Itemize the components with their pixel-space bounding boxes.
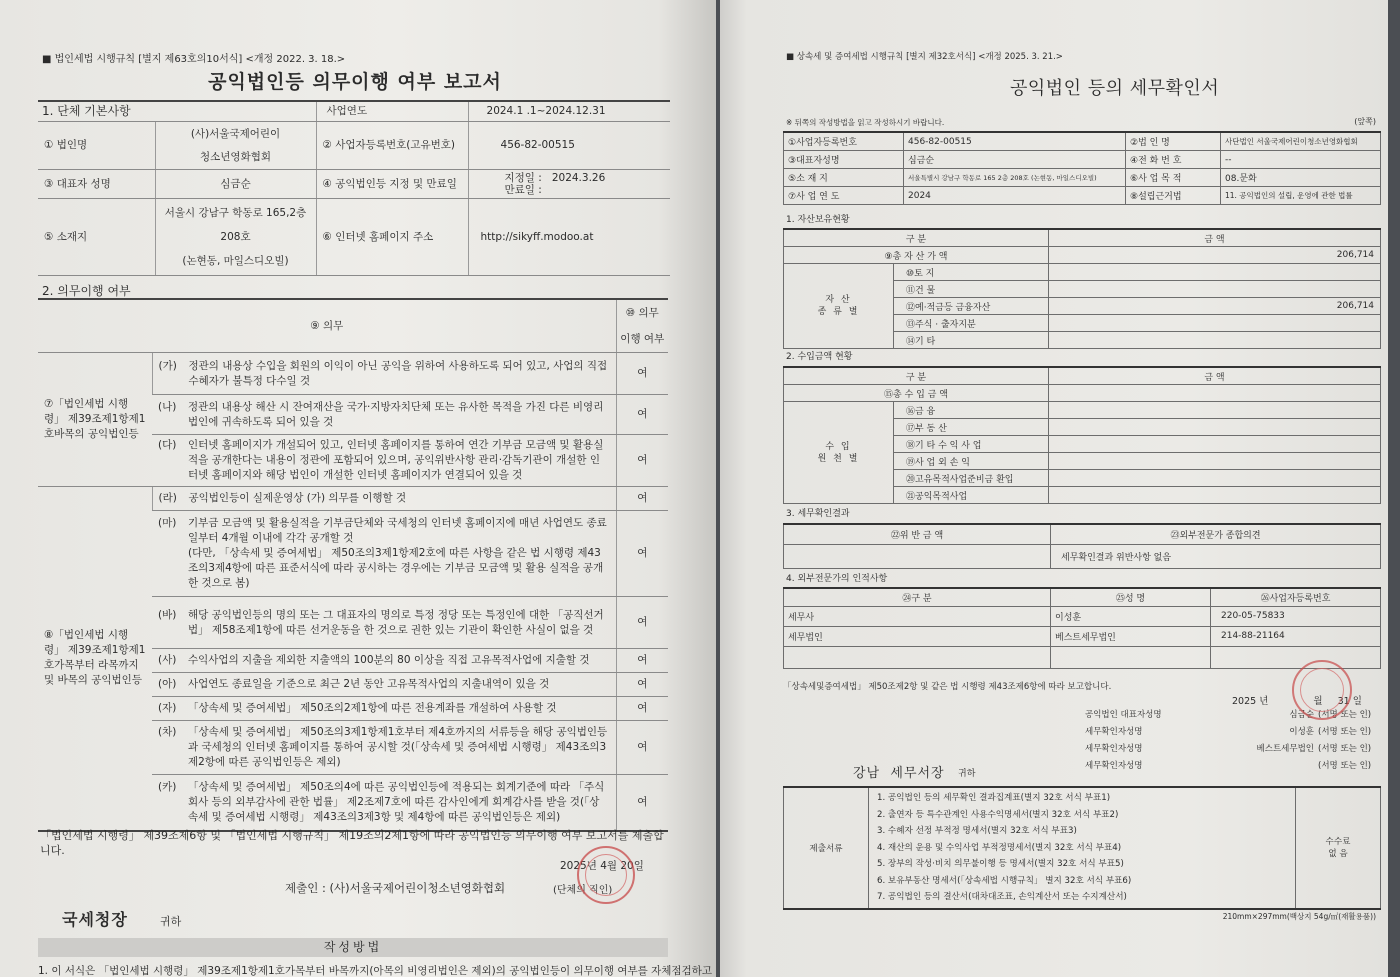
duty-status: 여 xyxy=(616,775,668,831)
duty-compliance-table xyxy=(38,298,668,832)
income-item-amount xyxy=(1049,419,1381,436)
asset-item-amount xyxy=(1049,315,1381,332)
addressee: 강남 세무서장 xyxy=(853,766,945,781)
seal-note: (단체의 직인) xyxy=(553,885,613,896)
signature-row xyxy=(1085,759,1380,771)
instruction-note: ※ 뒤쪽의 작성방법을 읽고 작성하시기 바랍니다. xyxy=(786,118,945,127)
asset-item-label: ⑬주식 · 출자지분 xyxy=(894,315,1049,332)
expert-name: 이성훈 xyxy=(1051,606,1211,626)
signature-note: (서명 또는 인) xyxy=(1318,761,1372,771)
duty-status: 여 xyxy=(616,487,668,511)
address-line: 서울시 강남구 학동로 165,2층 xyxy=(164,207,307,219)
duty-status: 여 xyxy=(616,697,668,721)
document-item: 6. 보유부동산 명세서(「상속세법 시행규칙」 별지 32호 서식 부표6) xyxy=(877,875,1132,886)
status-header xyxy=(616,299,668,353)
form-header: ■ 상속세 및 증여세법 시행규칙 [별지 제32호서식] <개정 2025. 3. 21.> xyxy=(786,52,1063,62)
organization-info-table xyxy=(783,131,1381,205)
report-statement: 「상속세및증여세법」 제50조제2항 및 같은 법 시행령 제43조제6항에 따라 보고합니다. xyxy=(783,682,1112,692)
instructions-line: 1. 이 서식은 「법인세법 시행령」 제39조제1항제1호가목부터 바목까지(아목의 비영리법인은 제외)의 공익법인등이 의무이행 여부를 자체점검하고 xyxy=(38,965,712,977)
rep-value: 심금순 xyxy=(904,151,1126,169)
group-label-line: 수 입 xyxy=(825,441,852,452)
duty-status: 여 xyxy=(616,511,668,597)
column-header: ㉕성 명 xyxy=(1051,588,1211,606)
signature-label: 공익법인 대표자성명 xyxy=(1085,710,1162,720)
paper-spec: 210mm×297mm(백상지 54g/㎡(재활용품)) xyxy=(1222,912,1376,921)
opinion-text: 세무확인결과 위반사항 없음 xyxy=(1051,544,1381,568)
duty-mark: (다) xyxy=(158,439,177,451)
fiscal-year-label: 사업연도 xyxy=(316,101,468,122)
column-header: ㉖사업자등록번호 xyxy=(1211,588,1381,606)
income-item-label: ⑯금 융 xyxy=(894,402,1049,419)
expert-biz-no: 214-88-21164 xyxy=(1211,626,1381,646)
document-item: 4. 재산의 운용 및 수익사업 부적정명세서(별지 32호 서식 부표4) xyxy=(877,842,1122,853)
document-item: 7. 공익법인 등의 결산서(대차대조표, 손익계산서 또는 수지계산서) xyxy=(877,892,1127,903)
duty-mark: (바) xyxy=(158,608,177,621)
address-label: ⑤ 소재지 xyxy=(38,199,155,276)
designation-value xyxy=(468,170,670,199)
expert-name: 베스트세무법인 xyxy=(1051,626,1211,646)
income-item-amount xyxy=(1049,436,1381,453)
duty-header: ⑨ 의무 xyxy=(38,299,616,353)
document-item: 3. 수혜자 선정 부적정 명세서(별지 32호 서식 부표3) xyxy=(877,826,1077,837)
duty-status: 여 xyxy=(616,435,668,487)
section-heading: 3. 세무확인결과 xyxy=(786,509,850,519)
corp-name-line: (사)서울국제어린이 xyxy=(190,127,281,140)
expert-type xyxy=(784,646,1051,668)
signature-note: (서명 또는 인) xyxy=(1318,727,1372,737)
violation-label: ㉒위 반 금 액 xyxy=(784,524,1051,544)
addressee-suffix: 귀하 xyxy=(958,769,976,779)
duty-item xyxy=(152,673,616,697)
purpose-value: 08.문화 xyxy=(1221,169,1381,187)
corp-name-value xyxy=(155,122,316,170)
corp-name-label: ②법 인 명 xyxy=(1126,132,1221,151)
signature-note: (서명 또는 인) xyxy=(1318,710,1372,720)
section-heading: 1. 단체 기본사항 xyxy=(38,101,316,122)
asset-table xyxy=(783,228,1381,349)
income-item-label: ⑲사 업 외 손 익 xyxy=(894,453,1049,470)
submitter: 제출인 : (사)서울국제어린이청소년영화협회 xyxy=(285,881,506,895)
fee-line: 없 음 xyxy=(1328,849,1348,859)
designation-label: ④ 공익법인등 지정 및 만료일 xyxy=(316,170,468,199)
duty-item xyxy=(152,435,616,487)
signature-label: 세무확인자성명 xyxy=(1085,761,1143,771)
group-label-line: 종 류 별 xyxy=(817,307,860,317)
group-label-line: 원 천 별 xyxy=(817,453,860,464)
duty-group-label: ⑦「법인세법 시행령」 제39조제1항제1호바목의 공익법인등 xyxy=(38,353,152,487)
signature-value: 심금순 xyxy=(1289,710,1314,720)
document-item: 1. 공익법인 등의 세무확인 결과집계표(별지 32호 서식 부표1) xyxy=(877,793,1111,804)
duty-text: 사업연도 종료일을 기준으로 최근 2년 동안 고유목적사업의 지출내역이 있을 것 xyxy=(188,678,550,690)
submission-documents-table xyxy=(783,786,1381,910)
documents-label: 제출서류 xyxy=(784,787,869,909)
document-title: 공익법인등 의무이행 여부 보고서 xyxy=(208,71,502,93)
duty-status: 여 xyxy=(616,721,668,775)
tax-review-result-table xyxy=(783,523,1381,569)
instructions-heading: 작성방법 xyxy=(38,938,668,957)
column-header: 금 액 xyxy=(1049,229,1381,247)
submission-date: 2025년 4월 20일 xyxy=(560,860,644,872)
law-value: 11. 공익법인의 설립, 운영에 관한 법률 xyxy=(1221,187,1381,205)
duty-item xyxy=(152,511,616,597)
biz-no-value: 456-82-00515 xyxy=(468,122,670,170)
section-heading: 2. 수입금액 현황 xyxy=(786,352,853,362)
phone-value: -- xyxy=(1221,151,1381,169)
documents-list xyxy=(869,787,1296,909)
duty-status: 여 xyxy=(616,597,668,649)
duty-mark: (자) xyxy=(158,702,177,714)
column-header: 금 액 xyxy=(1049,367,1381,385)
column-header: 구 분 xyxy=(784,229,1049,247)
rep-label: ③ 대표자 성명 xyxy=(38,170,155,199)
corp-name-label: ① 법인명 xyxy=(38,122,155,170)
duty-mark: (카) xyxy=(158,780,177,793)
signature-row xyxy=(1085,742,1380,754)
duty-text: 「상속세 및 증여세법」 제50조의4에 따른 공익법인등에 적용되는 회계기준에 따라 「주식회사 등의 외부감사에 관한 법률」 제2조제7호에 따른 감사인에게 회계감사를 받을 것(「상속세 및 증여세법 시행령」 제43조의3제3항 및 제4항에 따른 공익법인등은 제외) xyxy=(188,780,605,823)
date-month: 월 xyxy=(1313,696,1323,707)
duty-mark: (나) xyxy=(158,400,177,413)
duty-item xyxy=(152,721,616,775)
total-assets-amount: 206,714 xyxy=(1049,247,1381,264)
rep-label: ③대표자성명 xyxy=(784,151,904,169)
income-item-amount xyxy=(1049,470,1381,487)
fiscal-year-value: 2024.1 .1~2024.12.31 xyxy=(468,101,670,122)
corp-name-line: 청소년영화협회 xyxy=(200,150,272,163)
duty-text: 기부금 모금액 및 활용실적을 기부금단체와 국세청의 인터넷 홈페이지에 매년 사업연도 종료일부터 4개월 이내에 각각 공개할 것 xyxy=(188,517,607,544)
income-item-label: ⑰부 동 산 xyxy=(894,419,1049,436)
total-income-amount xyxy=(1049,385,1381,402)
date-year: 2025 년 xyxy=(1232,696,1269,707)
signature-note: (서명 또는 인) xyxy=(1318,744,1372,754)
phone-label: ④전 화 번 호 xyxy=(1126,151,1221,169)
fee-cell xyxy=(1296,787,1381,909)
fiscal-year-label: ⑦사 업 연 도 xyxy=(784,187,904,205)
duty-text: 정관의 내용상 수입을 회원의 이익이 아닌 공익을 위하여 사용하도록 되어 있고, 사업의 직접 수혜자가 불특정 다수일 것 xyxy=(188,359,608,387)
column-header: ㉔구 분 xyxy=(784,588,1051,606)
duty-status: 여 xyxy=(616,353,668,395)
fee-line: 수수료 xyxy=(1325,837,1351,847)
column-header: 구 분 xyxy=(784,367,1049,385)
total-assets-label: ⑨총 자 산 가 액 xyxy=(784,247,1049,264)
fiscal-year-value: 2024 xyxy=(904,187,1126,205)
date-day: 31 일 xyxy=(1337,696,1362,707)
asset-item-label: ⑭기 타 xyxy=(894,332,1049,349)
duty-text: 「상속세 및 증여세법」 제50조의3제1항제1호부터 제4호까지의 서류등을 해당 공익법인등과 국세청의 인터넷 홈페이지를 통하여 공시할 것(「상속세 및 증여세법 시행령」 제43조의3제2항에 따른 공익법인등은 제외) xyxy=(188,726,608,768)
duty-item xyxy=(152,597,616,649)
form-header: ■ 법인세법 시행규칙 [별지 제63호의10서식] <개정 2022. 3. 18.> xyxy=(42,54,346,65)
document-item: 5. 장부의 작성·비치 의무불이행 등 명세서(별지 32호 서식 부표5) xyxy=(877,859,1124,870)
income-item-amount xyxy=(1049,487,1381,504)
asset-item-label: ⑫예·적금등 금융자산 xyxy=(894,298,1049,315)
signature-row xyxy=(1085,725,1380,737)
address-value xyxy=(155,199,316,276)
expert-name xyxy=(1051,646,1211,668)
status-header-line: ⑩ 의무 xyxy=(625,307,659,319)
organization-seal-stamp xyxy=(577,846,635,904)
address-line: 208호 xyxy=(220,231,251,243)
asset-item-amount xyxy=(1049,264,1381,281)
expert-info-table xyxy=(783,587,1381,669)
income-item-label: ⑱기 타 수 익 사 업 xyxy=(894,436,1049,453)
purpose-label: ⑥사 업 목 적 xyxy=(1126,169,1221,187)
section-heading: 2. 의무이행 여부 xyxy=(42,284,131,298)
income-table xyxy=(783,366,1381,504)
addressee-suffix: 귀하 xyxy=(160,915,182,928)
duty-text: 공익법인등이 실제운영상 (가) 의무를 이행할 것 xyxy=(188,492,407,504)
duty-text: 정관의 내용상 해산 시 잔여재산을 국가·지방자치단체 또는 유사한 목적을 가진 다른 비영리 법인에 귀속하도록 되어 있을 것 xyxy=(188,400,604,428)
duty-note: (다만, 「상속세 및 증여세법」 제50조의3제1항제2호에 따른 사항을 같은 법 시행령 제43조의3제4항에 따른 표준서식에 따라 공시하는 경우에는 기부금 모금액 및 활용 실적을 공개한 것으로 봄) xyxy=(188,547,604,589)
biz-no-value: 456-82-00515 xyxy=(904,132,1126,151)
income-item-amount xyxy=(1049,402,1381,419)
address-label: ⑤소 재 지 xyxy=(784,169,904,187)
signature-value: 이성훈 xyxy=(1289,727,1314,737)
income-group-label xyxy=(784,402,894,504)
duty-item xyxy=(152,353,616,395)
declaration-text: 「법인세법 시행령」 제39조제6항 및 「법인세법 시행규칙」 제19조의2제1항에 따라 공익법인등 의무이행 여부 보고서를 제출합니다. xyxy=(40,829,664,857)
expert-biz-no xyxy=(1211,646,1381,668)
homepage-label: ⑥ 인터넷 홈페이지 주소 xyxy=(316,199,468,276)
duty-mark: (라) xyxy=(158,492,177,504)
document-item: 2. 출연자 등 특수관계인 사용수익명세서(별지 32호 서식 부표2) xyxy=(877,809,1119,820)
section-heading: 1. 자산보유현황 xyxy=(786,215,850,225)
biz-no-label: ② 사업자등록번호(고유번호) xyxy=(316,122,468,170)
asset-item-label: ⑩토 지 xyxy=(894,264,1049,281)
opinion-label: ㉓외부전문가 종합의견 xyxy=(1051,524,1381,544)
section-heading: 4. 외부전문가의 인적사항 xyxy=(786,574,888,584)
corp-name-value: 사단법인 서울국제어린이청소년영화협회 xyxy=(1221,132,1381,151)
duty-item xyxy=(152,649,616,673)
homepage-value: http://sikyff.modoo.at xyxy=(468,199,670,276)
expert-type: 세무법인 xyxy=(784,626,1051,646)
signature-label: 세무확인자성명 xyxy=(1085,727,1143,737)
law-label: ⑧설립근거법 xyxy=(1126,187,1221,205)
asset-item-label: ⑪건 물 xyxy=(894,281,1049,298)
expert-type: 세무사 xyxy=(784,606,1051,626)
duty-item xyxy=(152,775,616,831)
violation-amount xyxy=(784,544,1051,568)
biz-no-label: ①사업자등록번호 xyxy=(784,132,904,151)
signature-value: 베스트세무법인 xyxy=(1256,744,1314,754)
duty-text: 인터넷 홈페이지가 개설되어 있고, 인터넷 홈페이지를 통하여 연간 기부금 모금액 및 활용실적을 공개한다는 내용이 정관에 포함되어 있으며, 공익위반사항 관리·감독기관이 개설한 인터넷 홈페이지와 해당 법인이 개설한 인터넷 홈페이지가 연결되어 있을 것 xyxy=(188,439,604,481)
duty-item xyxy=(152,487,616,511)
asset-item-amount: 206,714 xyxy=(1049,298,1381,315)
asset-item-amount xyxy=(1049,281,1381,298)
asset-item-amount xyxy=(1049,332,1381,349)
duty-group-label: ⑧「법인세법 시행령」 제39조제1항제1호가목부터 라목까지 및 바목의 공익법인등 xyxy=(38,487,152,831)
duty-mark: (사) xyxy=(158,654,177,666)
expiry-date: 만료일 : xyxy=(504,184,542,196)
document-title: 공익법인 등의 세무확인서 xyxy=(1010,78,1220,99)
address-line: (논현동, 마일스디오빌) xyxy=(182,255,289,267)
duty-text: 해당 공익법인등의 명의 또는 그 대표자의 명의로 특정 정당 또는 특정인에 대한 「공직선거법」 제58조제1항에 따른 선거운동을 한 것으로 권한 있는 기관이 확인한 사실이 없을 것 xyxy=(188,608,604,636)
duty-mark: (차) xyxy=(158,726,177,738)
right-document-page xyxy=(720,0,1388,977)
rep-value: 심금순 xyxy=(155,170,316,199)
duty-mark: (가) xyxy=(158,359,177,372)
group-label-line: 자 산 xyxy=(825,295,852,305)
tax-firm-seal-stamp xyxy=(1292,660,1352,720)
status-header-line: 이행 여부 xyxy=(620,333,665,345)
asset-group-label xyxy=(784,264,894,349)
income-item-label: ⑳고유목적사업준비금 환입 xyxy=(894,470,1049,487)
signature-value xyxy=(1235,759,1318,771)
duty-status: 여 xyxy=(616,395,668,435)
signature-label: 세무확인자성명 xyxy=(1085,744,1143,754)
duty-status: 여 xyxy=(616,649,668,673)
addressee: 국세청장 xyxy=(62,910,128,929)
duty-status: 여 xyxy=(616,673,668,697)
income-item-amount xyxy=(1049,453,1381,470)
expert-biz-no: 220-05-75833 xyxy=(1211,606,1381,626)
address-value: 서울특별시 강남구 학동로 165 2층 208호 (논현동, 마일스디오빌) xyxy=(904,169,1126,187)
basic-info-table xyxy=(38,100,670,276)
duty-text: 수익사업의 지출을 제외한 지출액의 100분의 80 이상을 직접 고유목적사업에 지출할 것 xyxy=(188,654,590,666)
duty-mark: (마) xyxy=(158,517,177,529)
page-side: (앞쪽) xyxy=(1354,117,1376,126)
duty-text: 「상속세 및 증여세법」 제50조의2제1항에 따른 전용계좌를 개설하여 사용할 것 xyxy=(188,702,557,714)
duty-item xyxy=(152,395,616,435)
duty-mark: (아) xyxy=(158,678,177,690)
duty-item xyxy=(152,697,616,721)
designation-date: 지정일 : 2024.3.26 xyxy=(504,172,606,184)
income-item-label: ㉑공익목적사업 xyxy=(894,487,1049,504)
total-income-label: ⑮총 수 입 금 액 xyxy=(784,385,1049,402)
